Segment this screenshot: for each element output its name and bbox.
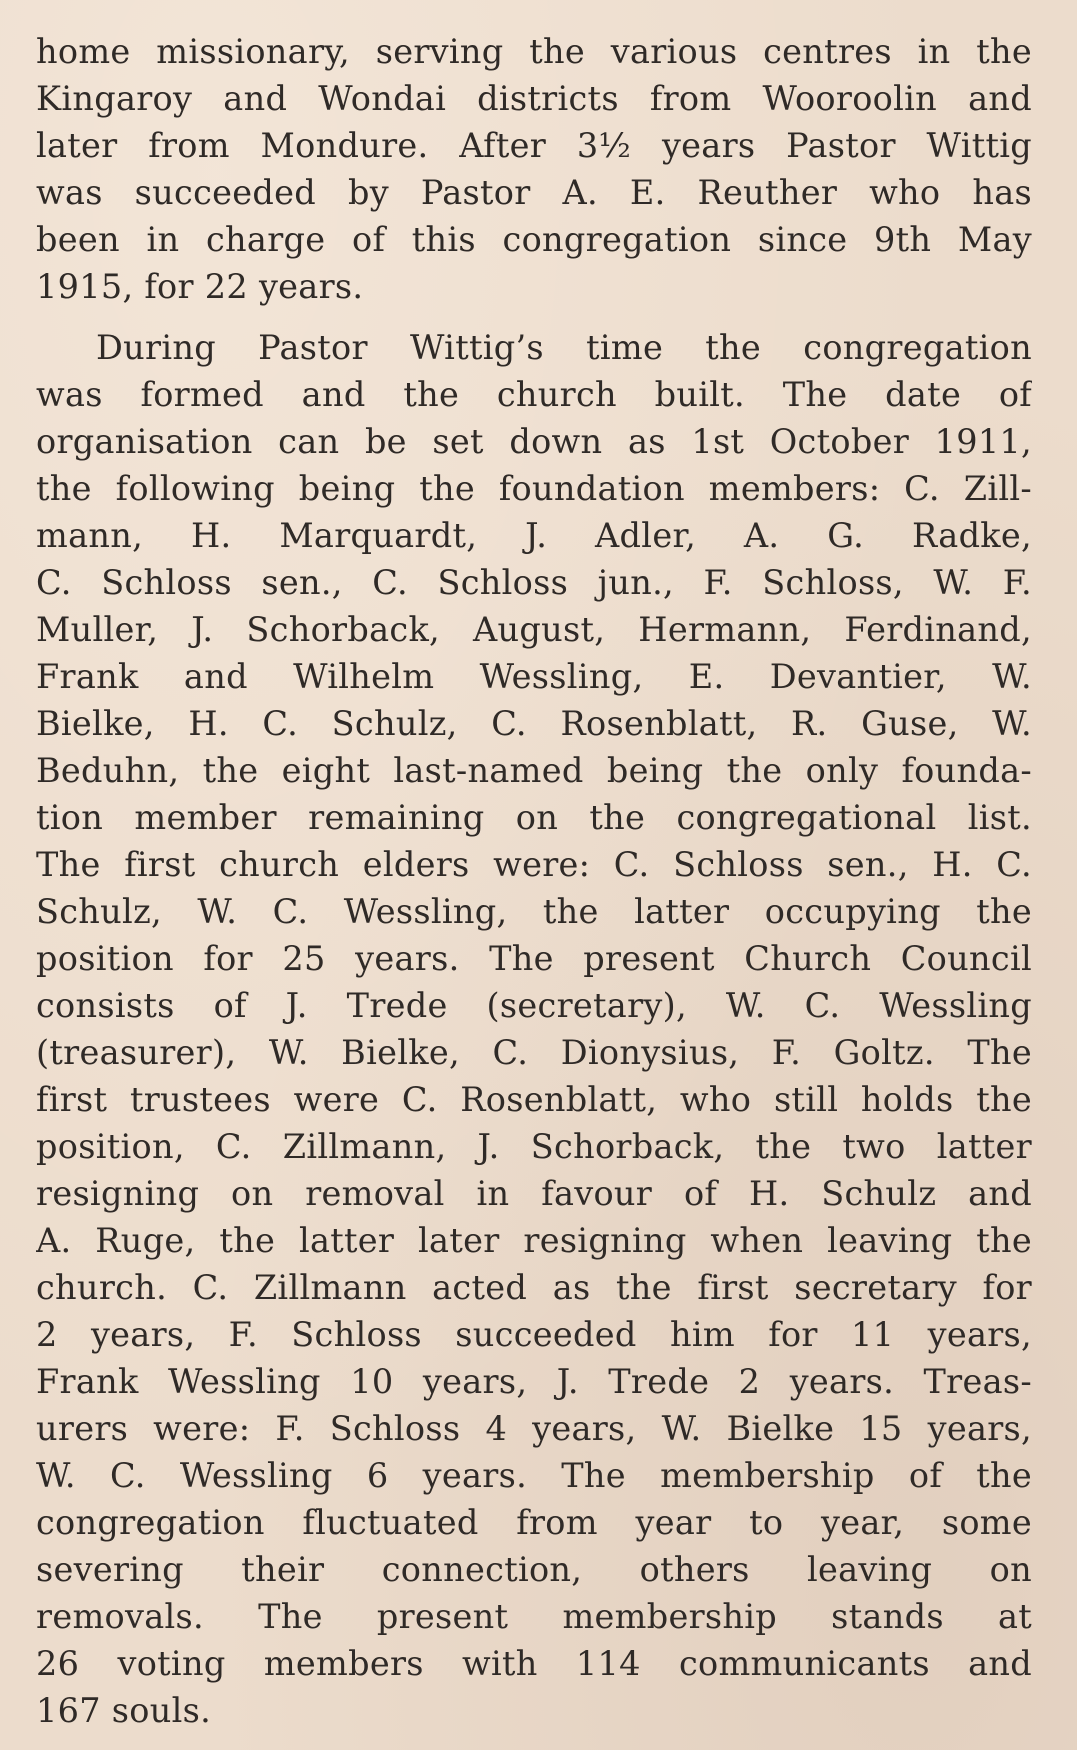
text-line: During Pastor Wittig’s time the congregation — [96, 328, 1032, 367]
text-line: 167 souls. — [36, 1691, 212, 1730]
text-line: W. C. Wessling 6 years. The membership of the — [36, 1456, 1032, 1495]
text-line: Muller, J. Schorback, August, Hermann, Ferdinand, — [36, 610, 1032, 649]
text-line: resigning on removal in favour of H. Schulz and — [36, 1174, 1032, 1213]
text-line: tion member remaining on the congregational list. — [36, 798, 1032, 837]
text-line: removals. The present membership stands at — [36, 1597, 1032, 1636]
text-line: consists of J. Trede (secretary), W. C. Wessling — [36, 986, 1032, 1025]
text-line: A. Ruge, the latter later resigning when leaving the — [36, 1221, 1032, 1260]
text-line: 2 years, F. Schloss succeeded him for 11 years, — [36, 1315, 1032, 1354]
text-line: Frank and Wilhelm Wessling, E. Devantier, W. — [36, 657, 1032, 696]
text-line: severing their connection, others leaving on — [36, 1550, 1032, 1589]
text-line: urers were: F. Schloss 4 years, W. Bielke 15 years, — [36, 1409, 1032, 1448]
text-line: was formed and the church built. The date of — [36, 375, 1032, 414]
paragraph-1 — [36, 28, 1032, 310]
text-line: Kingaroy and Wondai districts from Wooroolin and — [36, 79, 1032, 118]
text-line: position for 25 years. The present Church Council — [36, 939, 1032, 978]
text-line: was succeeded by Pastor A. E. Reuther who has — [36, 173, 1032, 212]
text-line: position, C. Zillmann, J. Schorback, the two latter — [36, 1127, 1032, 1166]
text-line: The first church elders were: C. Schloss sen., H. C. — [36, 845, 1032, 884]
text-line: Frank Wessling 10 years, J. Trede 2 years. Treas- — [36, 1362, 1032, 1401]
text-line: home missionary, serving the various centres in the — [36, 32, 1032, 71]
text-line: first trustees were C. Rosenblatt, who still holds the — [36, 1080, 1032, 1119]
text-line: organisation can be set down as 1st October 1911, — [36, 422, 1032, 461]
text-line: 1915, for 22 years. — [36, 267, 364, 306]
text-line: Beduhn, the eight last-named being the only founda- — [36, 751, 1032, 790]
text-line: church. C. Zillmann acted as the first secretary for — [36, 1268, 1032, 1307]
text-line: later from Mondure. After 3½ years Pastor Wittig — [36, 126, 1032, 165]
text-line: (treasurer), W. Bielke, C. Dionysius, F. Goltz. The — [36, 1033, 1032, 1072]
text-line: congregation fluctuated from year to year, some — [36, 1503, 1032, 1542]
text-line: Schulz, W. C. Wessling, the latter occupying the — [36, 892, 1032, 931]
paragraph-2 — [36, 324, 1032, 1734]
text-line: mann, H. Marquardt, J. Adler, A. G. Radke, — [36, 516, 1032, 555]
text-line: been in charge of this congregation since 9th May — [36, 220, 1032, 259]
text-line: the following being the foundation members: C. Zill- — [36, 469, 1032, 508]
text-line: 26 voting members with 114 communicants and — [36, 1644, 1032, 1683]
text-line: Bielke, H. C. Schulz, C. Rosenblatt, R. Guse, W. — [36, 704, 1032, 743]
text-line: C. Schloss sen., C. Schloss jun., F. Schloss, W. F. — [36, 563, 1032, 602]
